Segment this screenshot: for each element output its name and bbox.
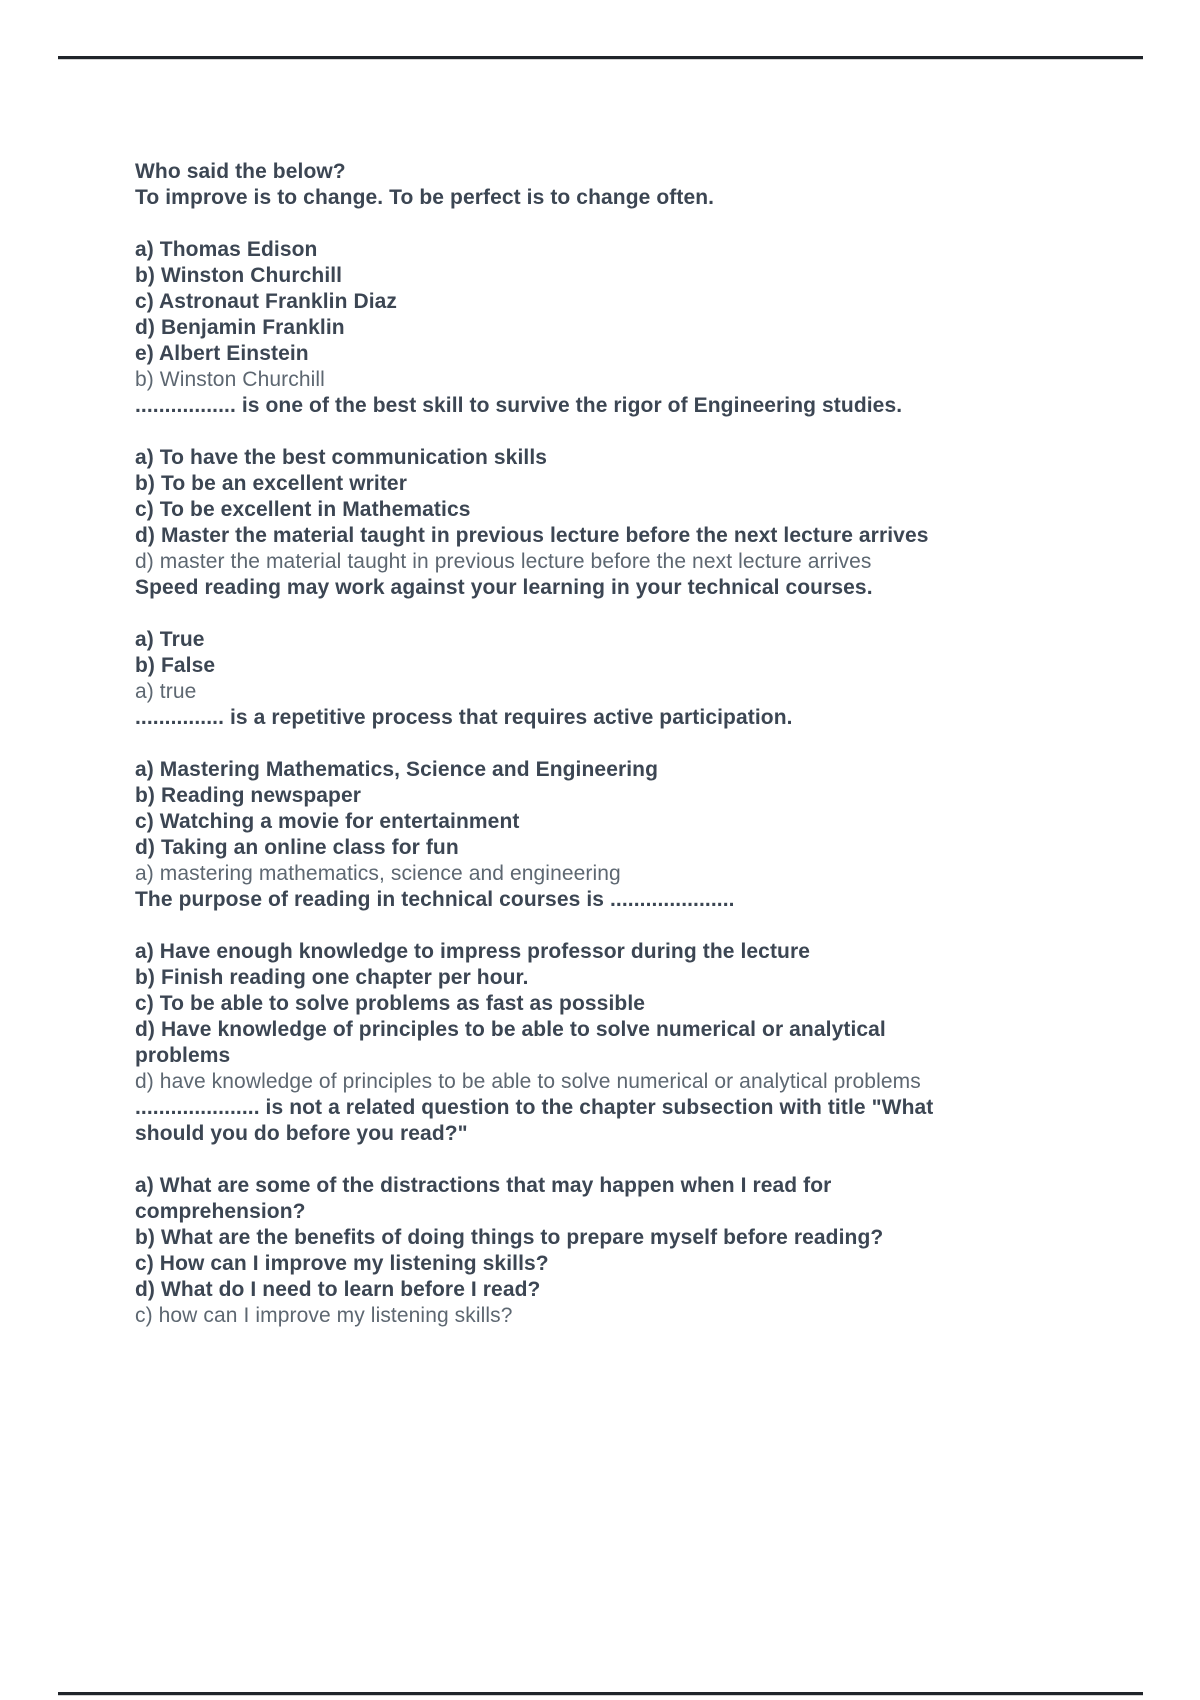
question-option: a) To have the best communication skills (135, 446, 548, 469)
question-option: c) How can I improve my listening skills? (135, 1252, 549, 1275)
question-option: a) What are some of the distractions that may happen when I read for (135, 1174, 832, 1197)
question-prompt-line: Who said the below? (135, 160, 346, 183)
top-rule (58, 56, 1143, 59)
question-prompt-line: To improve is to change. To be perfect is to change often. (135, 186, 715, 209)
question-option: c) Astronaut Franklin Diaz (135, 290, 398, 313)
blank-line (135, 211, 1080, 237)
question-answer: a) true (135, 680, 197, 703)
blank-line (135, 601, 1080, 627)
blank-line (135, 913, 1080, 939)
question-option: b) To be an excellent writer (135, 472, 407, 495)
question-answer: c) how can I improve my listening skills? (135, 1304, 513, 1327)
question-option: a) Mastering Mathematics, Science and Engineering (135, 758, 659, 781)
question-prompt-line: ..................... is not a related question to the chapter subsection with title "What (135, 1096, 934, 1119)
question-option: d) Have knowledge of principles to be able to solve numerical or analytical (135, 1018, 886, 1041)
blank-line (135, 419, 1080, 445)
question-prompt-line: ............... is a repetitive process that requires active participation. (135, 706, 793, 729)
question-option: e) Albert Einstein (135, 342, 309, 365)
question-answer: b) Winston Churchill (135, 368, 325, 391)
question-option: c) To be able to solve problems as fast as possible (135, 992, 646, 1015)
question-option: problems (135, 1044, 231, 1067)
question-option: d) Benjamin Franklin (135, 316, 345, 339)
question-option: a) True (135, 628, 205, 651)
question-prompt-line: The purpose of reading in technical courses is ..................... (135, 888, 735, 911)
blank-line (135, 731, 1080, 757)
question-option: b) What are the benefits of doing things to prepare myself before reading? (135, 1226, 884, 1249)
question-answer: d) have knowledge of principles to be able to solve numerical or analytical problems (135, 1070, 921, 1093)
question-answer: d) master the material taught in previous lecture before the next lecture arrives (135, 550, 872, 573)
question-option: d) Master the material taught in previous lecture before the next lecture arrives (135, 524, 929, 547)
question-option: c) Watching a movie for entertainment (135, 810, 520, 833)
question-option: b) False (135, 654, 216, 677)
question-option: d) Taking an online class for fun (135, 836, 459, 859)
question-prompt-line: ................. is one of the best skill to survive the rigor of Engineering studies. (135, 394, 903, 417)
question-option: a) Have enough knowledge to impress professor during the lecture (135, 940, 811, 963)
question-option: comprehension? (135, 1200, 306, 1223)
question-option: c) To be excellent in Mathematics (135, 498, 471, 521)
question-answer: a) mastering mathematics, science and engineering (135, 862, 621, 885)
question-option: d) What do I need to learn before I read? (135, 1278, 541, 1301)
blank-line (135, 1147, 1080, 1173)
bottom-rule (58, 1692, 1143, 1695)
question-option: b) Finish reading one chapter per hour. (135, 966, 529, 989)
question-prompt-line: Speed reading may work against your learning in your technical courses. (135, 576, 873, 599)
question-prompt-line: should you do before you read?" (135, 1122, 468, 1145)
question-option: b) Reading newspaper (135, 784, 362, 807)
quiz-document (135, 159, 1080, 1329)
question-option: a) Thomas Edison (135, 238, 318, 261)
question-option: b) Winston Churchill (135, 264, 343, 287)
